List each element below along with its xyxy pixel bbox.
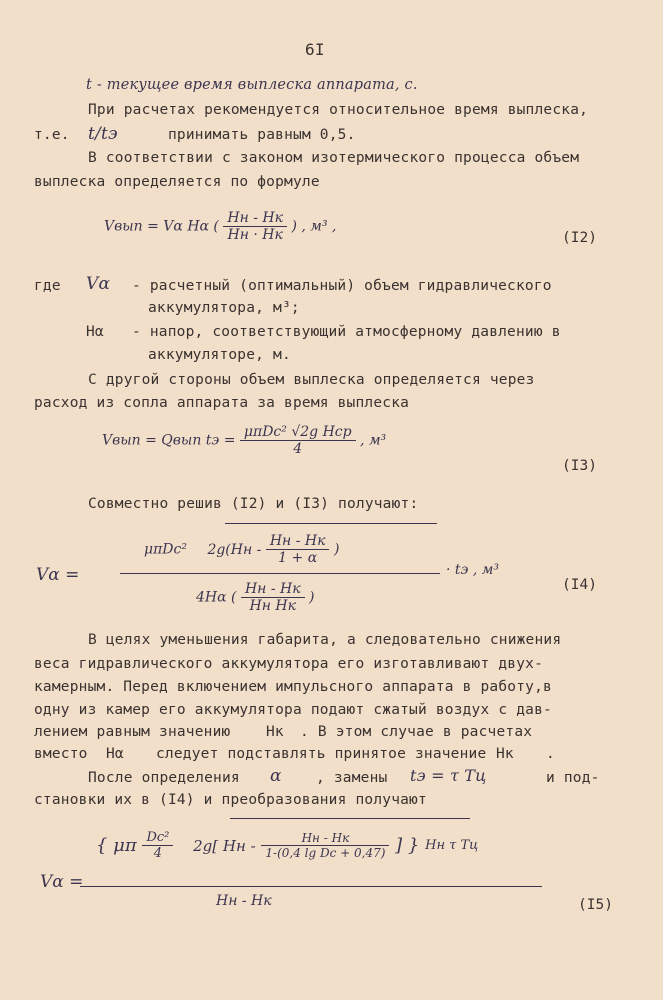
- text-line: выплеска определяется по формуле: [34, 174, 320, 190]
- equation-15-denominator: Hн - Hк: [216, 893, 272, 909]
- inner-denominator: 4: [153, 846, 163, 861]
- substitution-expression: tэ = τ Tц: [410, 766, 487, 785]
- denominator-close: ): [309, 589, 315, 606]
- text-line: В соответствии с законом изотермического процесса объем: [88, 150, 580, 166]
- text-line: следует подставлять принятое значение: [156, 746, 487, 762]
- numerator-root: 2g(Hн -: [207, 541, 262, 558]
- symbol-h-k: Hк: [266, 724, 284, 740]
- text-line: расход из сопла аппарата за время выплеска: [34, 395, 410, 411]
- text-line: камерным. Перед включением импульсного аппарата в работу,в: [34, 679, 552, 695]
- equation-number: (I3): [562, 458, 597, 474]
- inner-numerator: Hн - Hк: [241, 581, 305, 598]
- fraction-denominator: Hн · Hк: [227, 227, 283, 243]
- text-line: вместо: [34, 746, 88, 762]
- inner-numerator: Hн - Hк: [266, 533, 330, 550]
- sqrt-bar: [225, 523, 437, 524]
- text-line: , замены: [316, 770, 388, 786]
- text-line: принимать равным 0,5.: [168, 127, 356, 143]
- numerator-prefix: μπDс²: [144, 541, 187, 558]
- denominator-prefix: 4Hα (: [196, 589, 237, 606]
- text-line: т.е.: [34, 127, 70, 143]
- equation-12: [104, 210, 336, 243]
- fraction-bar: [80, 886, 542, 887]
- symbol-alpha: α: [270, 766, 282, 786]
- symbol-h-k: Hк: [496, 746, 514, 762]
- ratio-expression: t/tэ: [88, 124, 118, 144]
- equation-14-denominator: [196, 581, 315, 614]
- equation-rhs: , м³: [360, 432, 387, 449]
- equation-number: (I4): [562, 577, 597, 593]
- fraction-denominator: 4: [293, 441, 303, 457]
- equation-number: (I2): [562, 230, 597, 246]
- text-line: становки их в (I4) и преобразования получают: [34, 792, 427, 808]
- inner-denominator: 1 + α: [278, 550, 318, 566]
- text-line: веса гидравлического аккумулятора его изготавливают двух-: [34, 656, 543, 672]
- equation-lhs: Vвып = Vα Hα (: [104, 218, 219, 235]
- symbol-h-alpha: Hα: [86, 324, 104, 340]
- fraction-bar: [120, 573, 440, 574]
- equation-14-lhs: Vα =: [36, 565, 80, 585]
- numerator-root: 2g[ Hн -: [193, 836, 256, 855]
- equation-rhs: ) , м³ ,: [291, 218, 337, 235]
- inner-denominator: 1-(0,4 lg Dс + 0,47): [265, 846, 386, 860]
- equation-15-lhs: Vα =: [40, 872, 84, 892]
- equation-number: (I5): [578, 897, 613, 913]
- text-line: .: [546, 746, 555, 762]
- equation-15-numerator: [96, 830, 478, 861]
- numerator-close: ] }: [395, 835, 420, 856]
- symbol-h-alpha: Hα: [106, 746, 124, 762]
- sqrt-bar: [230, 818, 470, 819]
- equation-14-numerator: [144, 533, 339, 566]
- text-line: аккумулятора, м³;: [148, 300, 300, 316]
- text-line: После определения: [88, 770, 240, 786]
- equation-lhs: Vвып = Qвып tэ =: [102, 432, 236, 449]
- fraction-numerator: Hн - Hк: [223, 210, 287, 227]
- text-line: Совместно решив (I2) и (I3) получают:: [88, 496, 419, 512]
- text-line: . В этом случае в расчетах: [300, 724, 533, 740]
- text-line: - напор, соответствующий атмосферному давлению в: [132, 324, 561, 340]
- equation-rhs: · tэ , м³: [446, 562, 499, 578]
- text-line: где: [34, 278, 61, 294]
- text-line: При расчетах рекомендуется относительное время выплеска,: [88, 102, 589, 118]
- equation-13: [102, 424, 386, 457]
- text-line: одну из камер его аккумулятора подают сжатый воздух с дав-: [34, 702, 552, 718]
- text-line: - расчетный (оптимальный) объем гидравлического: [132, 278, 552, 294]
- numerator-factor: Hн τ Tц: [425, 838, 479, 853]
- text-line: t - текущее время выплеска аппарата, с.: [86, 77, 418, 93]
- page-number: 6I: [305, 40, 325, 59]
- numerator-open: { μπ: [96, 835, 137, 856]
- text-line: лением равным значению: [34, 724, 231, 740]
- symbol-v-alpha: Vα: [86, 274, 111, 294]
- inner-denominator: Hн Hк: [249, 598, 296, 614]
- numerator-close: ): [333, 541, 340, 558]
- fraction-numerator: μπDс² √2g Hср: [240, 424, 356, 441]
- inner-numerator: Hн - Hк: [261, 831, 389, 846]
- inner-numerator: Dс²: [142, 830, 173, 846]
- text-line: и под-: [546, 770, 600, 786]
- text-line: В целях уменьшения габарита, а следовательно снижения: [88, 632, 562, 648]
- text-line: аккумуляторе, м.: [148, 347, 291, 363]
- text-line: С другой стороны объем выплеска определяется через: [88, 372, 535, 388]
